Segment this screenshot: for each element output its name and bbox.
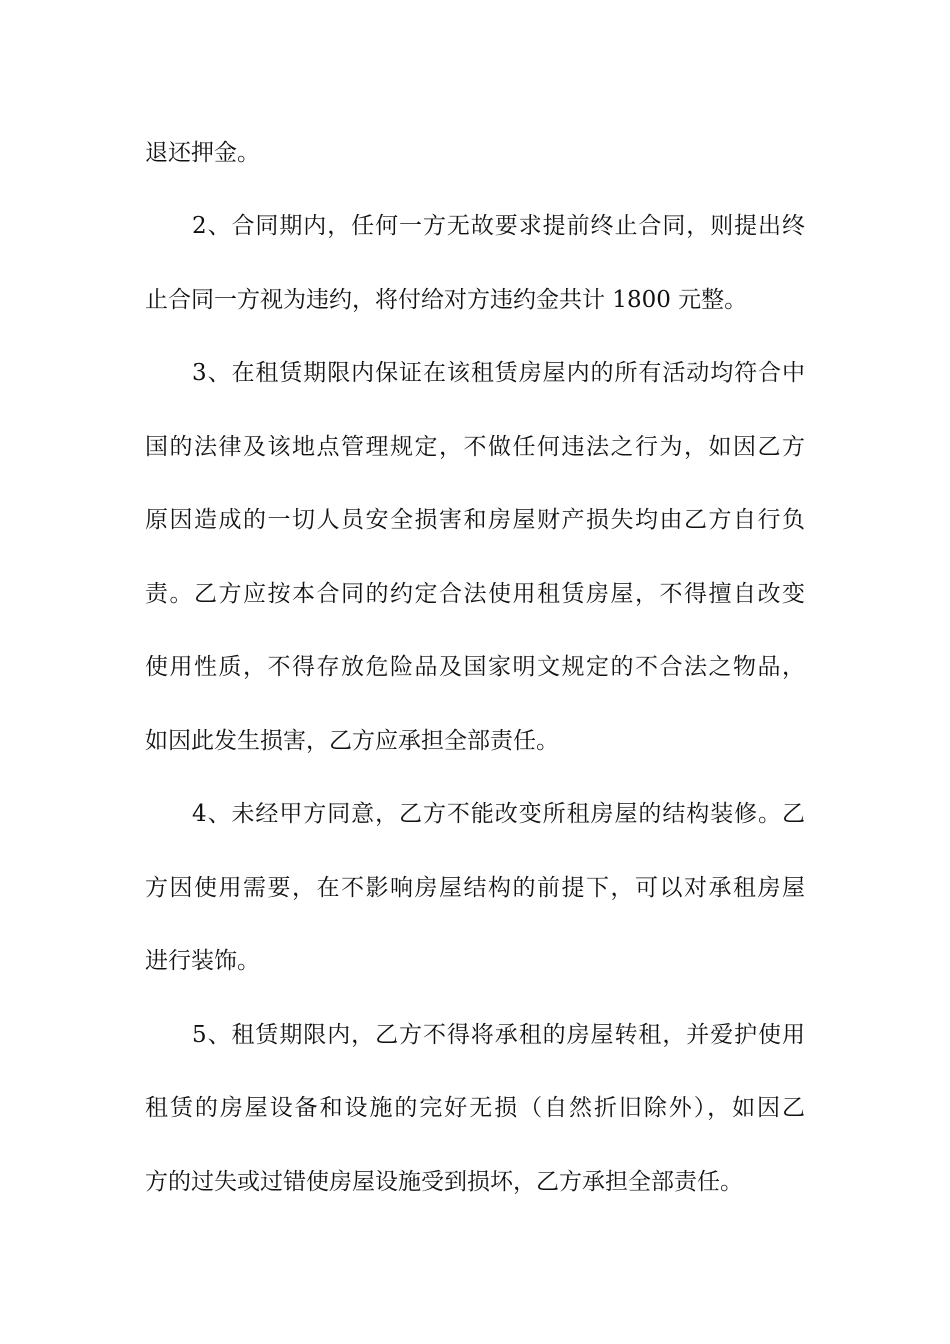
text-line: 5、租赁期限内，乙方不得将承租的房屋转租，并爱护使用 (192, 1022, 805, 1048)
text-line: 方因使用需要，在不影响房屋结构的前提下，可以对承租房屋 (145, 875, 805, 901)
text-line: 2、合同期内，任何一方无故要求提前终止合同，则提出终 (192, 213, 805, 239)
text-line: 原因造成的一切人员安全损害和房屋财产损失均由乙方自行负 (145, 507, 805, 533)
text-line: 租赁的房屋设备和设施的完好无损（自然折旧除外），如因乙 (145, 1095, 805, 1121)
text-line: 进行装饰。 (145, 948, 260, 974)
text-line: 方的过失或过错使房屋设施受到损坏，乙方承担全部责任。 (145, 1169, 743, 1195)
text-line: 退还押金。 (145, 140, 260, 166)
text-line: 止合同一方视为违约，将付给对方违约金共计 1800 元整。 (145, 287, 748, 313)
text-line: 4、未经甲方同意，乙方不能改变所租房屋的结构装修。乙 (192, 801, 805, 827)
text-line: 3、在租赁期限内保证在该租赁房屋内的所有活动均符合中 (192, 360, 805, 386)
text-line: 责。乙方应按本合同的约定合法使用租赁房屋，不得擅自改变 (145, 581, 805, 607)
text-line: 如因此发生损害，乙方应承担全部责任。 (145, 728, 559, 754)
text-line: 使用性质，不得存放危险品及国家明文规定的不合法之物品， (145, 654, 805, 680)
text-line: 国的法律及该地点管理规定，不做任何违法之行为，如因乙方 (145, 434, 805, 460)
